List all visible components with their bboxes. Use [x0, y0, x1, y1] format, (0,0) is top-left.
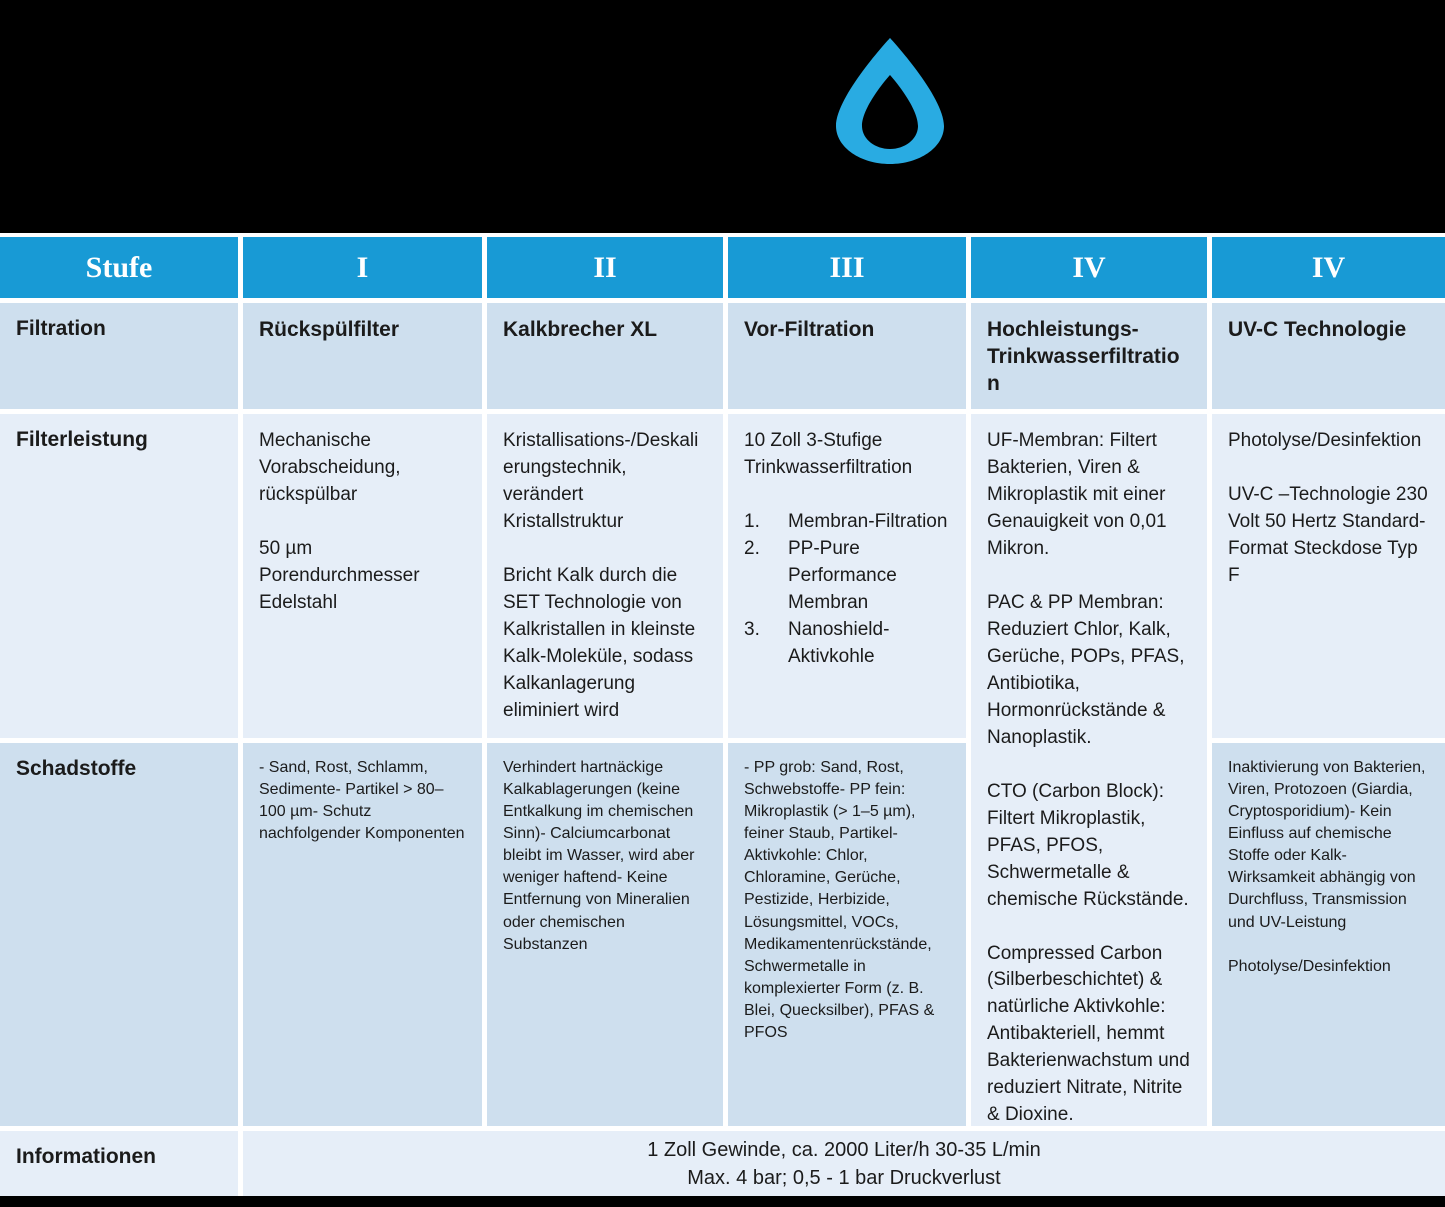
filtration-hochleistung: Hochleistungs-Trinkwasserfiltration	[971, 303, 1207, 409]
list-item: Membran-Filtration	[788, 510, 948, 532]
info-line-2: Max. 4 bar; 0,5 - 1 bar Druckverlust	[687, 1166, 1001, 1189]
filtration-stages-list	[744, 509, 950, 671]
filterleistung-hochleistung	[971, 414, 1207, 1126]
text-paragraph: Compressed Carbon (Silberbeschichtet) & natürliche Aktivkohle: Antibakteriell, hemmt Bakterienwachstum und reduziert Nitrate, Nitrite & Dioxine.	[987, 942, 1190, 1126]
filterleistung-rueckspuelfilter	[243, 414, 482, 738]
text-paragraph: Photolyse/Desinfektion	[1228, 430, 1422, 451]
row-label-schadstoffe: Schadstoffe	[0, 743, 238, 1126]
info-line-1: 1 Zoll Gewinde, ca. 2000 Liter/h 30-35 L/min	[647, 1138, 1041, 1161]
filtration-vorfiltration: Vor-Filtration	[728, 303, 966, 409]
top-banner	[0, 0, 1445, 233]
text-paragraph: PAC & PP Membran: Reduziert Chlor, Kalk, Gerüche, POPs, PFAS, Antibiotika, Hormonrückstände & Nanoplastik.	[987, 591, 1185, 748]
text-paragraph: 10 Zoll 3-Stufige Trinkwasserfiltration	[744, 430, 913, 478]
text-paragraph: Inaktivierung von Bakterien, Viren, Protozoen (Giardia, Cryptosporidium)- Kein Einfluss auf chemische Stoffe oder Kalk-Wirksamkeit abhängig von Durchfluss, Transmission und UV-Leistung	[1228, 759, 1426, 931]
text-paragraph: Photolyse/Desinfektion	[1228, 957, 1391, 975]
text-paragraph: Kristallisations-/Deskalierungstechnik, verändert Kristallstruktur	[503, 430, 699, 532]
schadstoffe-vorfiltration	[728, 743, 966, 1126]
header-cell-i: I	[243, 237, 482, 298]
row-label-informationen: Informationen	[0, 1131, 238, 1196]
row-label-filterleistung: Filterleistung	[0, 414, 238, 738]
text-paragraph: - PP grob: Sand, Rost, Schwebstoffe- PP fein: Mikroplastik (> 1–5 µm), feiner Staub, Partikel-Aktivkohle: Chlor, Chloramine, Gerüche, Pestizide, Herbizide, Lösungsmittel, VOCs, Medikamentenrückstände, Schwermetalle in komplexierter Form (z. B. Blei, Quecksilber), PFAS & PFOS	[744, 759, 935, 1041]
bottom-bar	[0, 1196, 1445, 1207]
text-paragraph: Mechanische Vorabscheidung, rückspülbar	[259, 430, 401, 505]
text-paragraph: Bricht Kalk durch die SET Technologie von Kalkristallen in kleinste Kalk-Moleküle, sodass Kalkanlagerung eliminiert wird	[503, 564, 696, 721]
row-label-filtration: Filtration	[0, 303, 238, 409]
text-paragraph: CTO (Carbon Block): Filtert Mikroplastik, PFAS, PFOS, Schwermetalle & chemische Rückstände.	[987, 780, 1189, 910]
comparison-table	[0, 237, 1445, 1196]
schadstoffe-uvc	[1212, 743, 1445, 1126]
filterleistung-kalkbrecher	[487, 414, 723, 738]
text-paragraph: Verhindert hartnäckige Kalkablagerungen (keine Entkalkung im chemischen Sinn)- Calciumcarbonat bleibt im Wasser, wird aber weniger haftend- Keine Entfernung von Mineralien oder chemischen Substanzen	[503, 759, 695, 953]
list-item: PP-Pure Performance Membran	[788, 537, 897, 613]
header-cell-stufe: Stufe	[0, 237, 238, 298]
text-paragraph: UF-Membran: Filtert Bakterien, Viren & Mikroplastik mit einer Genauigkeit von 0,01 Mikron.	[987, 430, 1167, 559]
text-paragraph: 50 µm Porendurchmesser Edelstahl	[259, 537, 420, 613]
header-cell-iii: III	[728, 237, 966, 298]
filtration-kalkbrecher: Kalkbrecher XL	[487, 303, 723, 409]
schadstoffe-kalkbrecher	[487, 743, 723, 1126]
water-drop-icon	[836, 38, 944, 164]
header-cell-iv: IV	[971, 237, 1207, 298]
filterleistung-uvc	[1212, 414, 1445, 738]
filtration-rueckspuelfilter: Rückspülfilter	[243, 303, 482, 409]
text-paragraph: - Sand, Rost, Schlamm, Sedimente- Partikel > 80–100 µm- Schutz nachfolgender Komponenten	[259, 759, 465, 843]
schadstoffe-rueckspuelfilter	[243, 743, 482, 1126]
filtration-uvc: UV-C Technologie	[1212, 303, 1445, 409]
list-item: Nanoshield-Aktivkohle	[788, 618, 890, 667]
filterleistung-vorfiltration	[728, 414, 966, 738]
text-paragraph: UV-C –Technologie 230 Volt 50 Hertz Standard-Format Steckdose Typ F	[1228, 483, 1428, 586]
header-cell-ii: II	[487, 237, 723, 298]
header-cell-iv-2: IV	[1212, 237, 1445, 298]
informationen-merged-cell	[243, 1131, 1445, 1196]
